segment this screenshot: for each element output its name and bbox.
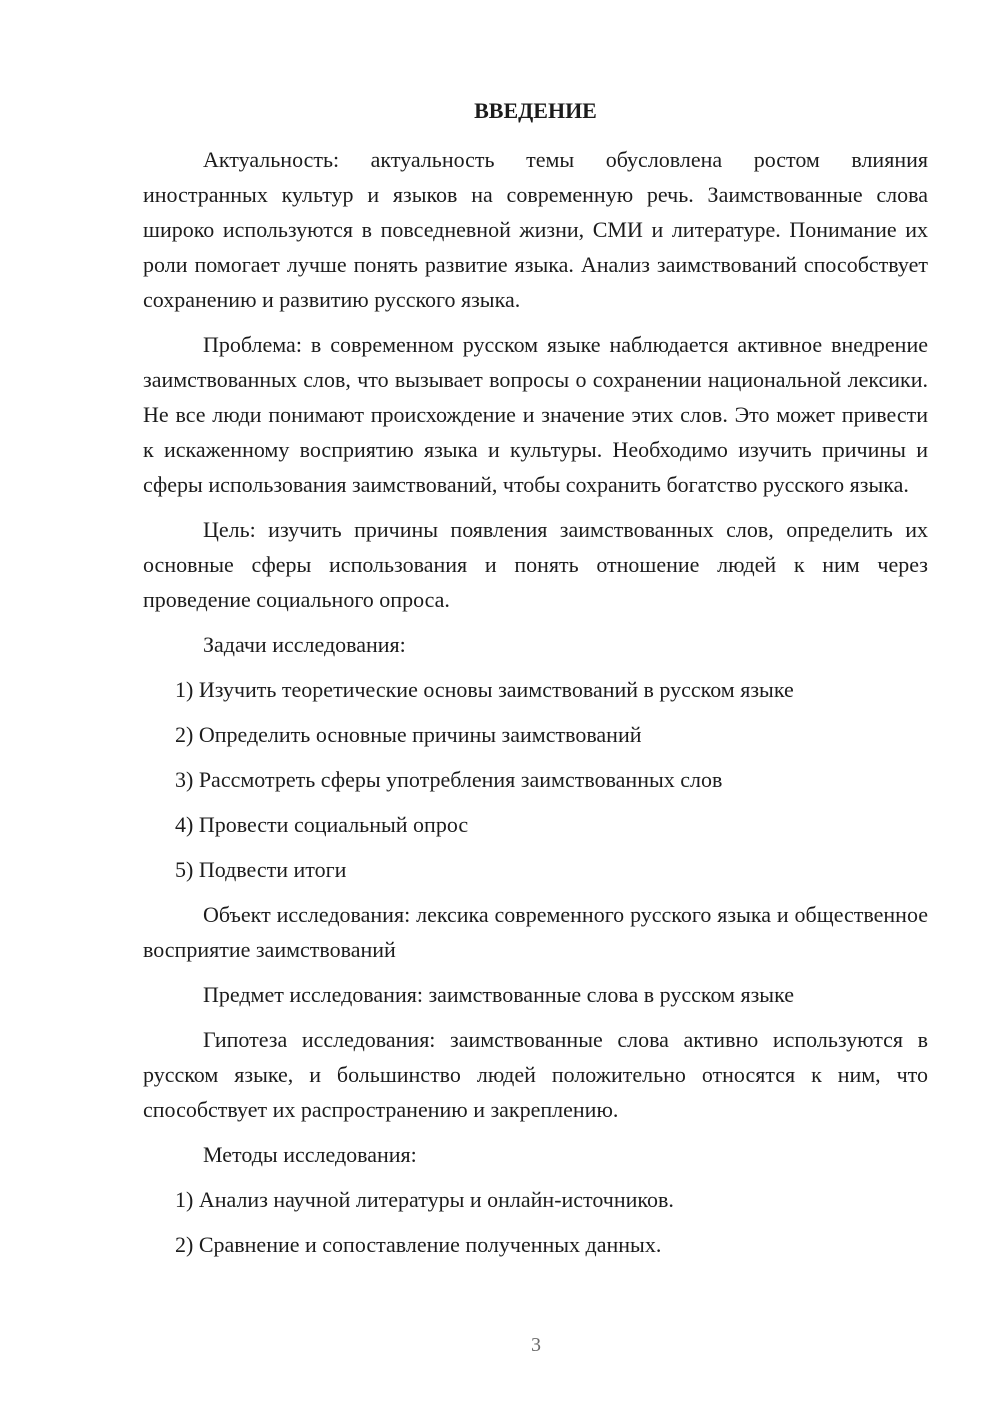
task-item-4: 4) Провести социальный опрос xyxy=(175,812,469,837)
method-item-1: 1) Анализ научной литературы и онлайн-источников. xyxy=(175,1187,674,1212)
object-paragraph: Объект исследования: лексика современного русского языка и общественное восприятие заимствований xyxy=(143,902,928,962)
problem-paragraph: Проблема: в современном русском языке наблюдается активное внедрение заимствованных слов, что вызывает вопросы о сохранении национальной лексики. Не все люди понимают происхождение и значение этих слов. Это может привести к искаженному восприятию языка и культуры. Необходимо изучить причины и сферы использования заимствований, чтобы сохранить богатство русского языка. xyxy=(143,332,928,497)
task-item-1: 1) Изучить теоретические основы заимствований в русском языке xyxy=(175,677,794,702)
methods-heading: Методы исследования: xyxy=(203,1142,417,1167)
method-item-2: 2) Сравнение и сопоставление полученных данных. xyxy=(175,1232,662,1257)
subject-paragraph: Предмет исследования: заимствованные слова в русском языке xyxy=(203,982,794,1007)
hypothesis-paragraph: Гипотеза исследования: заимствованные слова активно используются в русском языке, и большинство людей положительно относятся к ним, что способствует их распространению и закреплению. xyxy=(143,1027,928,1122)
task-item-5: 5) Подвести итоги xyxy=(175,857,347,882)
tasks-heading: Задачи исследования: xyxy=(203,632,406,657)
task-item-3: 3) Рассмотреть сферы употребления заимствованных слов xyxy=(175,767,723,792)
relevance-paragraph: Актуальность: актуальность темы обусловлена ростом влияния иностранных культур и языков на современную речь. Заимствованные слова широко используются в повседневной жизни, СМИ и литературе. Понимание их роли помогает лучше понять развитие языка. Анализ заимствований способствует сохранению и развитию русского языка. xyxy=(143,147,928,312)
document-page xyxy=(143,96,928,1272)
page-number: 3 xyxy=(531,1334,541,1356)
goal-paragraph: Цель: изучить причины появления заимствованных слов, определить их основные сферы использования и понять отношение людей к ним через проведение социального опроса. xyxy=(143,517,928,612)
task-item-2: 2) Определить основные причины заимствований xyxy=(175,722,642,747)
document-title: ВВЕДЕНИЕ xyxy=(474,98,597,123)
